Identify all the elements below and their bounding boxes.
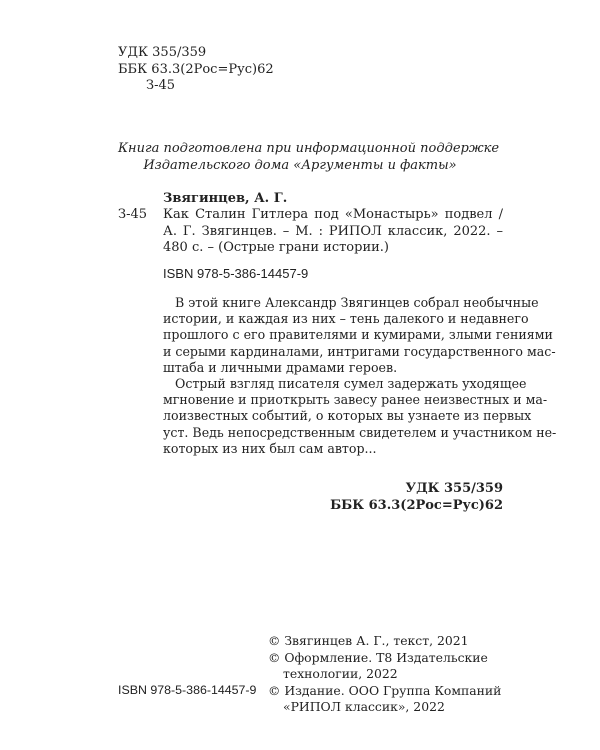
biblio-line: А. Г. Звягинцев. – М. : РИПОЛ классик, 2022. – [163, 223, 503, 239]
bbk-code: ББК 63.3(2Рос=Рус)62 [118, 61, 274, 77]
annotation-line: уст. Ведь непосредственным свидетелем и участником не- [163, 424, 557, 440]
biblio-line: Как Сталин Гитлера под «Монастырь» подвел / [163, 207, 503, 222]
annotation-line: и серыми кардиналами, интригами государственного мас- [163, 343, 556, 359]
author-heading: Звягинцев, А. Г. [163, 191, 288, 206]
support-note [118, 141, 500, 174]
annotation-line: истории, и каждая из них – тень далекого и недавнего [163, 311, 529, 327]
annotation-line: которых из них был сам автор... [163, 440, 377, 456]
annotation-line: В этой книге Александр Звягинцев собрал необычные [175, 295, 539, 310]
annotation-line: прошлого с его правителями и кумирами, злыми гениями [163, 327, 553, 343]
annotation-line: лоизвестных событий, о которых вы узнаете из первых [163, 408, 532, 424]
isbn: ISBN 978-5-386-14457-9 [163, 266, 309, 281]
bibliographic-record [163, 207, 503, 257]
support-note-line: Книга подготовлена при информационной поддержке [118, 141, 500, 156]
copyright-line: © Звягинцев А. Г., текст, 2021 [268, 633, 469, 648]
author-index: З-45 [118, 207, 148, 222]
classification-top [118, 45, 274, 95]
copyright-block [268, 633, 501, 716]
annotation-line: Острый взгляд писателя сумел задержать уходящее [175, 376, 527, 392]
annotation [163, 295, 557, 457]
udk-code: УДК 355/359 [118, 45, 207, 60]
bbk-code: ББК 63.3(2Рос=Рус)62 [330, 497, 503, 513]
author-mark: З-45 [146, 78, 176, 93]
udk-code: УДК 355/359 [405, 481, 503, 496]
support-note-line: Издательского дома «Аргументы и факты» [143, 157, 457, 173]
copyright-line: © Оформление. Т8 Издательские [268, 649, 488, 665]
copyright-line: «РИПОЛ классик», 2022 [283, 699, 445, 714]
copyright-line: технологии, 2022 [283, 666, 398, 681]
copyright-line: © Издание. ООО Группа Компаний [268, 682, 502, 698]
annotation-line: штаба и личными драмами героев. [163, 359, 398, 375]
classification-bottom [330, 481, 503, 514]
isbn-bottom: ISBN 978-5-386-14457-9 [118, 683, 257, 697]
biblio-line: 480 с. – (Острые грани истории.) [163, 240, 389, 255]
annotation-line: мгновение и приоткрыть завесу ранее неизвестных и ма- [163, 392, 548, 408]
